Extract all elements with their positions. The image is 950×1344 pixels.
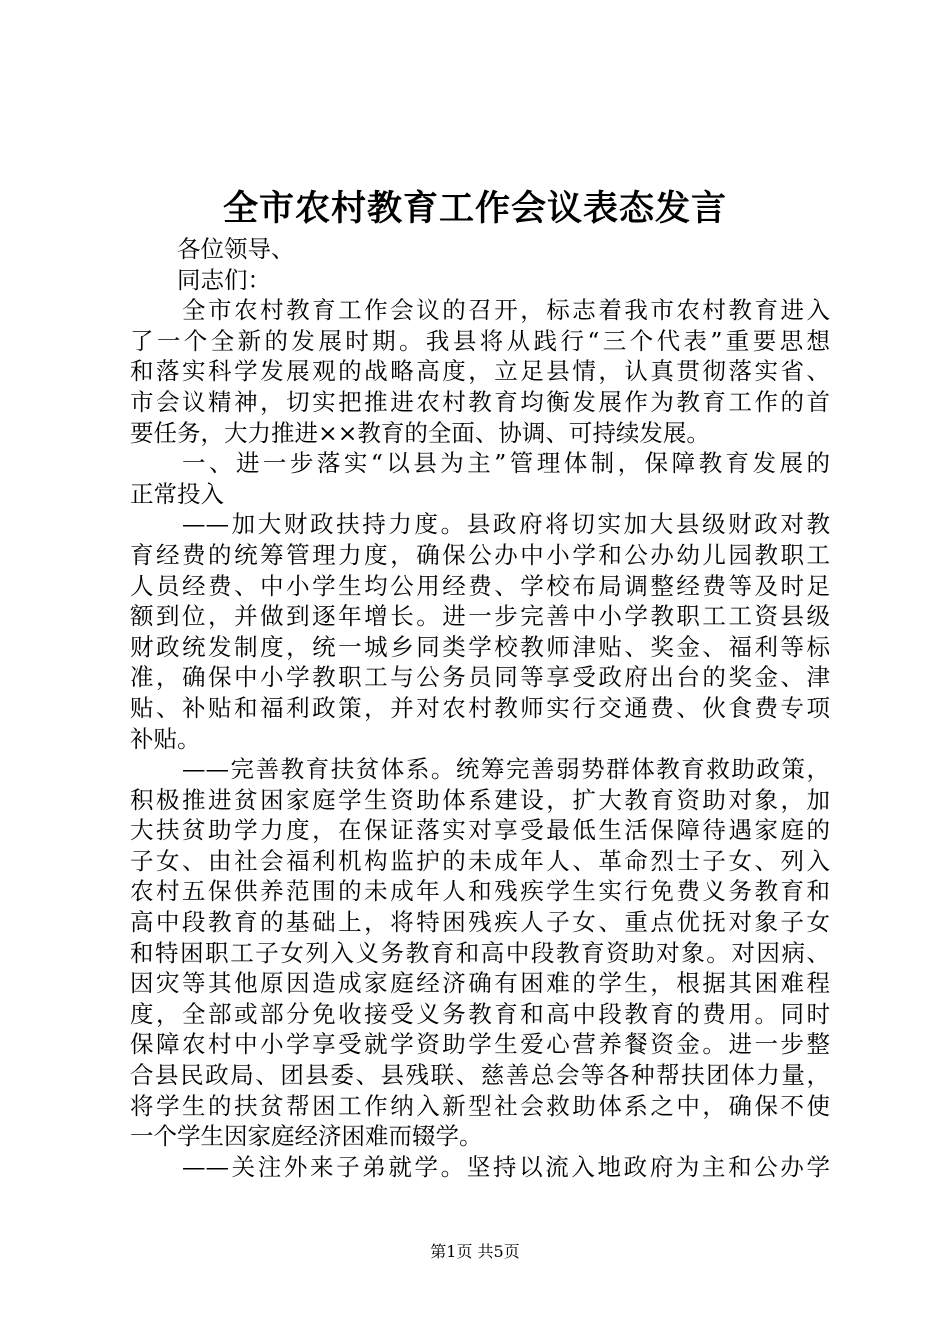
text-line: 市会议精神，切实把推进农村教育均衡发展作为教育工作的首 xyxy=(130,387,830,416)
text-line: 一、进一步落实“以县为主”管理体制，保障教育发展的 xyxy=(182,449,830,478)
text-line: 贴、补贴和福利政策，并对农村教师实行交通费、伙食费专项 xyxy=(130,693,830,722)
text-line: 正常投入 xyxy=(130,479,224,508)
text-line: 和落实科学发展观的战略高度，立足县情，认真贯彻落实省、 xyxy=(130,357,830,386)
text-line: 大扶贫助学力度，在保证落实对享受最低生活保障待遇家庭的 xyxy=(130,816,830,845)
text-line: 财政统发制度，统一城乡同类学校教师津贴、奖金、福利等标 xyxy=(130,632,830,661)
text-line: 农村五保供养范围的未成年人和残疾学生实行免费义务教育和 xyxy=(130,877,830,906)
document-body xyxy=(130,234,830,1182)
text-line: 合县民政局、团县委、县残联、慈善总会等各种帮扶团体力量， xyxy=(130,1061,830,1090)
text-line: 全市农村教育工作会议的召开，标志着我市农村教育进入 xyxy=(182,296,830,325)
text-line: 补贴。 xyxy=(130,724,201,753)
text-line: 人员经费、中小学生均公用经费、学校布局调整经费等及时足 xyxy=(130,571,830,600)
text-line: ——关注外来子弟就学。坚持以流入地政府为主和公办学 xyxy=(182,1152,830,1181)
text-line: 要任务，大力推进××教育的全面、协调、可持续发展。 xyxy=(130,418,710,447)
text-line: 育经费的统筹管理力度，确保公办中小学和公办幼儿园教职工 xyxy=(130,540,830,569)
text-line: 了一个全新的发展时期。我县将从践行“三个代表”重要思想 xyxy=(130,326,830,355)
text-line: 和特困职工子女列入义务教育和高中段教育资助对象。对因病、 xyxy=(130,938,830,967)
text-line: 度，全部或部分免收接受义务教育和高中段教育的费用。同时 xyxy=(130,999,830,1028)
text-line: 因灾等其他原因造成家庭经济确有困难的学生，根据其困难程 xyxy=(130,969,830,998)
text-line: ——完善教育扶贫体系。统筹完善弱势群体教育救助政策， xyxy=(182,755,830,784)
text-line: 同志们： xyxy=(177,265,271,294)
text-line: 将学生的扶贫帮困工作纳入新型社会救助体系之中，确保不使 xyxy=(130,1091,830,1120)
text-line: 准，确保中小学教职工与公务员同等享受政府出台的奖金、津 xyxy=(130,663,830,692)
page-footer: 第1页 共5页 xyxy=(430,1242,520,1261)
text-line: 各位领导、 xyxy=(177,235,295,263)
text-line: 保障农村中小学享受就学资助学生爱心营养餐资金。进一步整 xyxy=(130,1030,830,1059)
text-line: 子女、由社会福利机构监护的未成年人、革命烈士子女、列入 xyxy=(130,846,830,875)
text-line: ——加大财政扶持力度。县政府将切实加大县级财政对教 xyxy=(182,510,830,539)
text-line: 高中段教育的基础上，将特困残疾人子女、重点优抚对象子女 xyxy=(130,908,830,937)
text-line: 额到位，并做到逐年增长。进一步完善中小学教职工工资县级 xyxy=(130,602,830,631)
text-line: 一个学生因家庭经济困难而辍学。 xyxy=(130,1122,483,1151)
text-line: 积极推进贫困家庭学生资助体系建设，扩大教育资助对象，加 xyxy=(130,785,830,814)
document-title: 全市农村教育工作会议表态发言 xyxy=(222,188,727,229)
